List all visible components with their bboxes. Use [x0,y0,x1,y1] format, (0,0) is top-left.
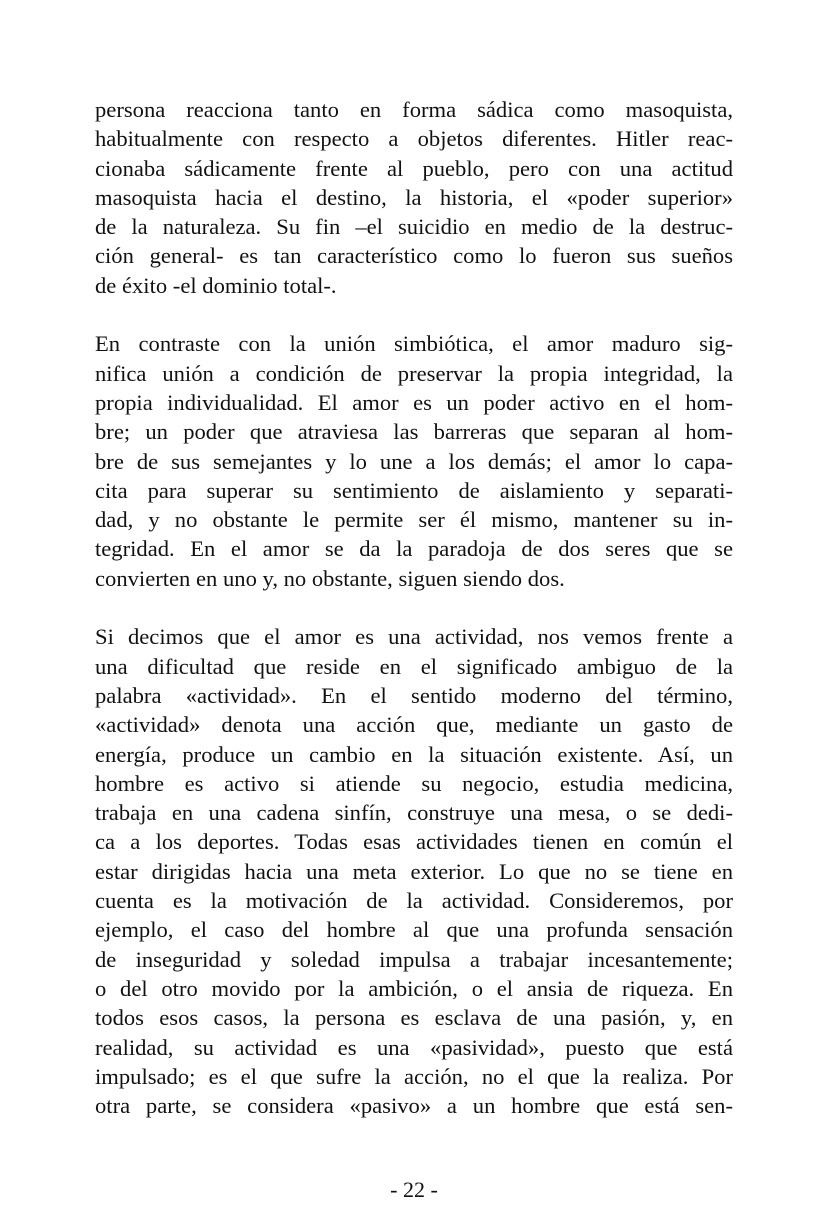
page-number: - 22 - [390,1177,438,1202]
text-line: masoquista hacia el destino, la historia, el «poder superior» [95,184,733,210]
text-line: ejemplo, el caso del hombre al que una profunda sensación [95,917,733,943]
text-line: estar dirigidas hacia una meta exterior. Lo que no se tiene en [95,858,733,884]
paragraph-spacer [95,300,733,329]
text-line: impulsado; es el que sufre la acción, no el que la realiza. Por [95,1063,733,1089]
text-line: tegridad. En el amor se da la paradoja de dos seres que se [95,536,733,562]
text-line: de inseguridad y soledad impulsa a trabajar incesantemente; [95,946,733,972]
text-line: cionaba sádicamente frente al pueblo, pero con una actitud [95,155,733,181]
paragraph-love-as-activity [95,622,733,1120]
text-line: ca a los deportes. Todas esas actividades tienen en común el [95,829,733,855]
paragraph-sadism-masochism [95,95,733,300]
text-line: o del otro movido por la ambición, o el ansia de riqueza. En [95,975,733,1001]
paragraph-mature-love [95,329,733,593]
text-line: de la naturaleza. Su fin –el suicidio en medio de la destruc- [95,214,733,240]
paragraph-spacer [95,593,733,622]
text-line: nifica unión a condición de preservar la propia integridad, la [95,360,733,386]
text-line: trabaja en una cadena sinfín, construye una mesa, o se dedi- [95,800,733,826]
text-line: convierten en uno y, no obstante, siguen siendo dos. [95,565,565,591]
text-line: una dificultad que reside en el significado ambiguo de la [95,653,733,679]
text-line: Si decimos que el amor es una actividad, nos vemos frente a [95,624,733,650]
text-line: bre de sus semejantes y lo une a los demás; el amor lo capa- [95,448,733,474]
text-line: propia individualidad. El amor es un poder activo en el hom- [95,389,733,415]
text-line: palabra «actividad». En el sentido moderno del término, [95,682,733,708]
text-line: todos esos casos, la persona es esclava de una pasión, y, en [95,1005,733,1031]
text-line: energía, produce un cambio en la situación existente. Así, un [95,741,733,767]
text-line: hombre es activo si atiende su negocio, estudia medicina, [95,770,733,796]
text-line: bre; un poder que atraviesa las barreras que separan al hom- [95,419,733,445]
text-line: ción general- es tan característico como lo fueron sus sueños [95,243,733,269]
text-line: dad, y no obstante le permite ser él mismo, mantener su in- [95,507,733,533]
text-line: persona reacciona tanto en forma sádica como masoquista, [95,97,733,122]
page-body [95,95,733,1120]
text-line: otra parte, se considera «pasivo» a un hombre que está sen- [95,1093,733,1119]
text-line: habitualmente con respecto a objetos diferentes. Hitler reac- [95,126,733,152]
text-line: En contraste con la unión simbiótica, el amor maduro sig- [95,331,733,357]
text-line: «actividad» denota una acción que, mediante un gasto de [95,712,733,738]
text-line: realidad, su actividad es una «pasividad», puesto que está [95,1034,733,1060]
text-line: de éxito -el dominio total-. [95,272,337,298]
text-line: cuenta es la motivación de la actividad. Consideremos, por [95,888,733,914]
text-line: cita para superar su sentimiento de aislamiento y separati- [95,477,733,503]
